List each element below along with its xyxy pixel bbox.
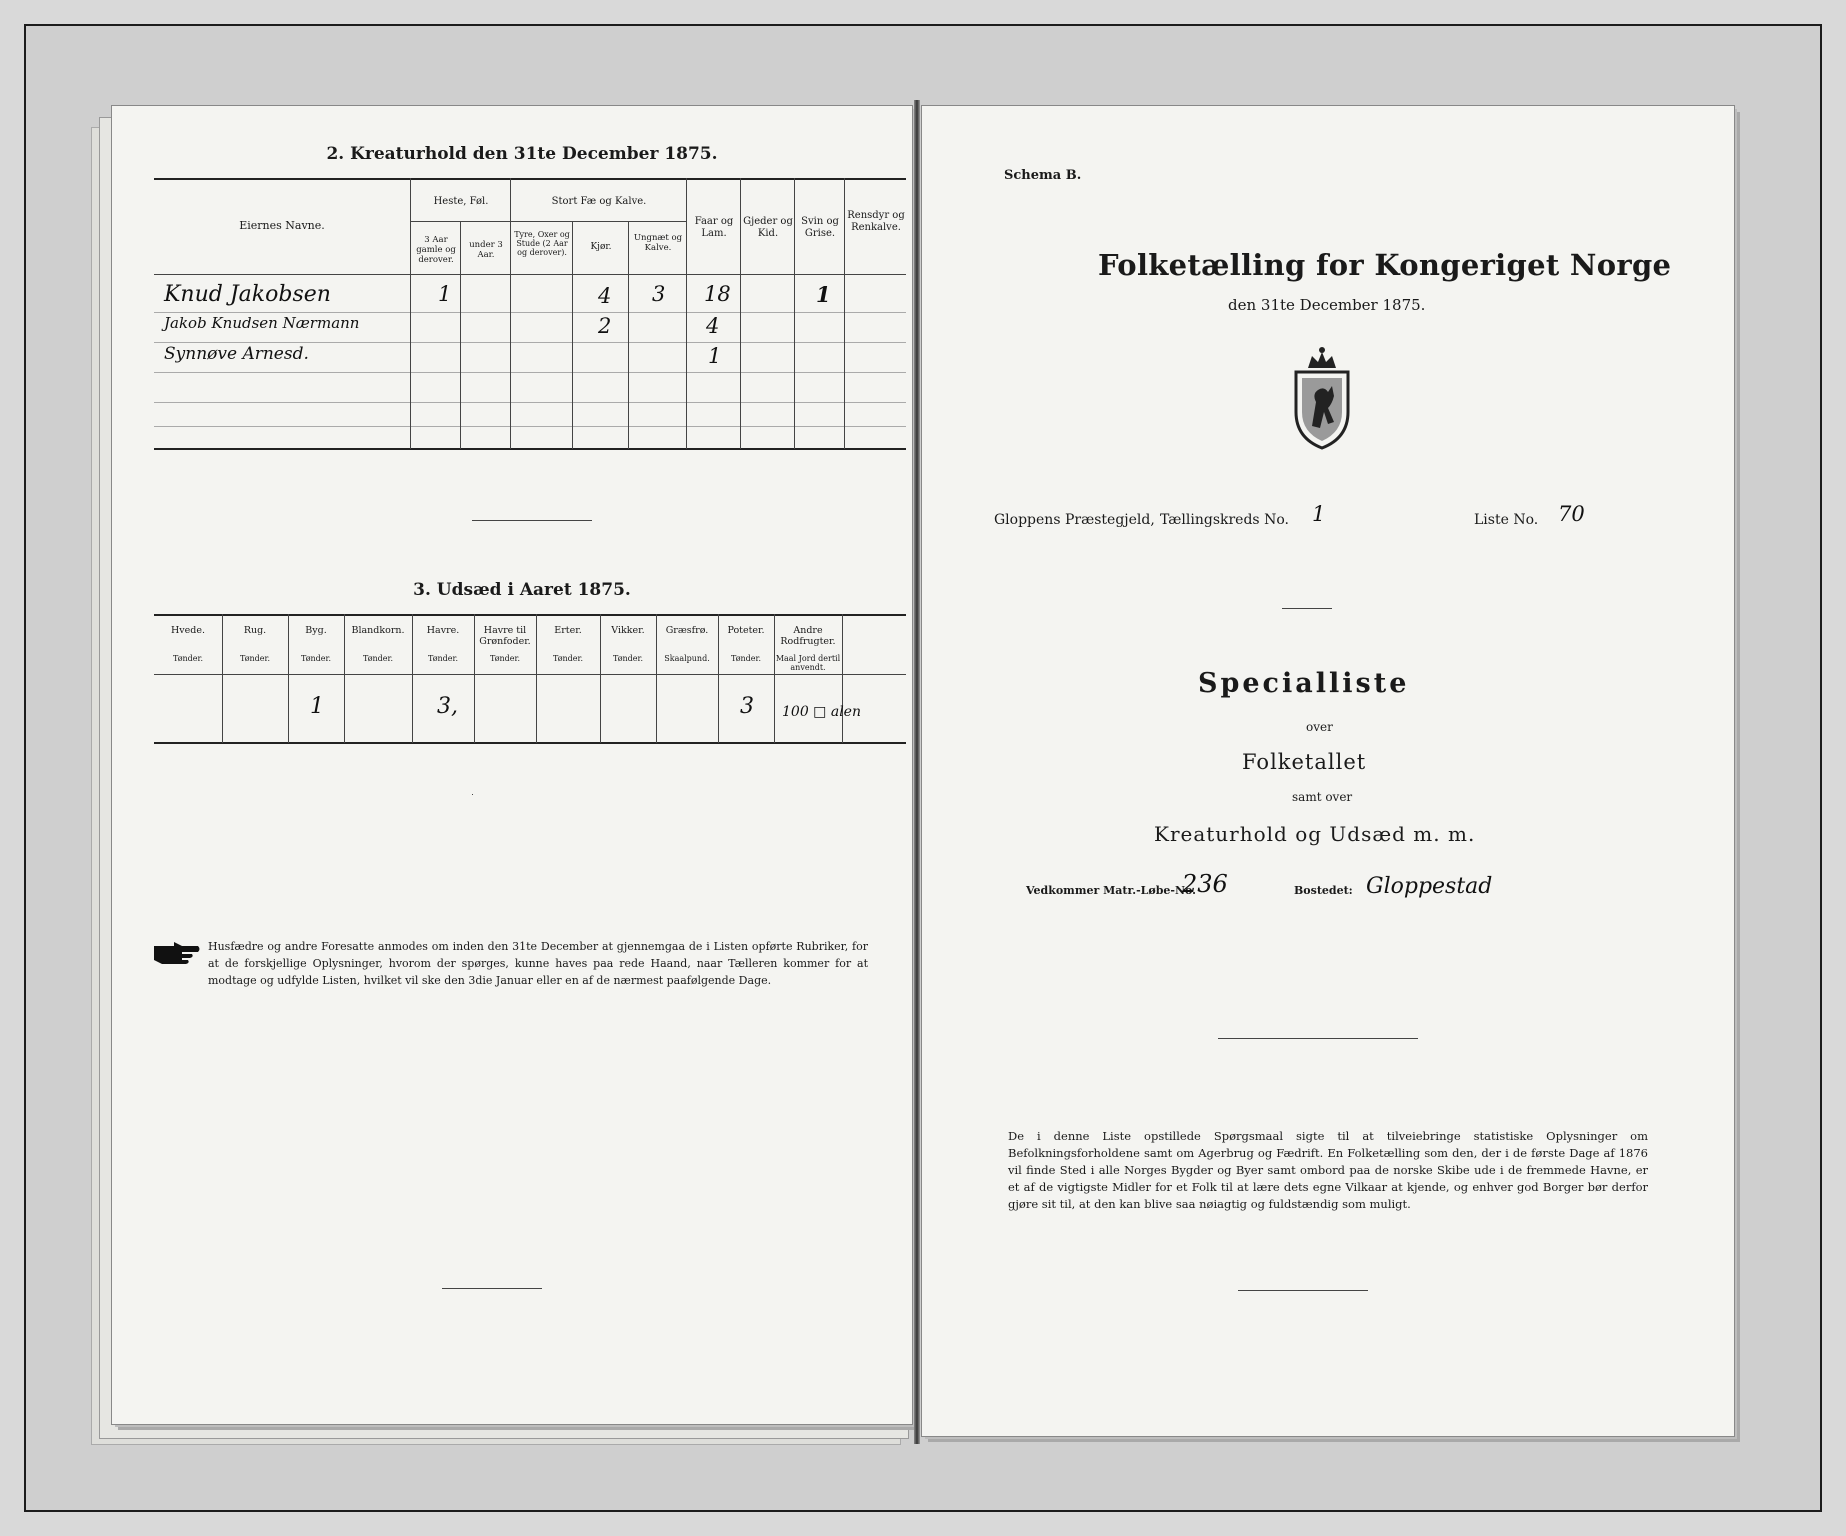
table-col-rule — [686, 178, 687, 449]
sowing-col-unit: Tønder. — [427, 654, 459, 663]
special-list-title: Specialliste — [1198, 668, 1410, 699]
table-rule — [154, 742, 906, 744]
table-col-rule — [510, 178, 511, 449]
table-col-rule — [740, 178, 741, 449]
table-col-rule — [572, 222, 573, 449]
sowing-cell: 1 — [310, 694, 324, 719]
right-page — [922, 106, 1734, 1436]
col-young-cattle: Ungnæt og Kalve. — [633, 233, 683, 253]
folketallet-label: Folketallet — [1242, 750, 1367, 774]
list-label: Liste No. — [1474, 512, 1539, 528]
owner-name: Jakob Knudsen Nærmann — [164, 314, 360, 332]
pointing-hand-icon — [152, 940, 202, 966]
sowing-col-header: Byg. — [305, 625, 327, 636]
census-date: den 31te December 1875. — [1228, 296, 1426, 314]
col-pigs: Svin og Grise. — [801, 216, 839, 239]
over-label: over — [1306, 720, 1333, 734]
separator — [1238, 1290, 1368, 1291]
sowing-col-unit: Tønder. — [730, 654, 762, 663]
matr-value: 236 — [1182, 870, 1228, 898]
col-reindeer: Rensdyr og Renkalve. — [847, 210, 905, 233]
sowing-col-unit: Tønder. — [612, 654, 644, 663]
col-owners: Eiernes Navne. — [239, 219, 325, 232]
sowing-col-header: Havre til Grønfoder. — [479, 625, 531, 647]
list-value: 70 — [1558, 502, 1585, 526]
parish-label: Gloppens Præstegjeld, — [994, 512, 1155, 528]
table-rule — [410, 221, 686, 222]
section2-title: 2. Kreaturhold den 31te December 1875. — [326, 144, 718, 164]
sowing-cell: 100 □ alen — [782, 704, 861, 720]
col-cows: Kjør. — [590, 242, 612, 252]
col-goats: Gjeder og Kid. — [743, 216, 793, 239]
col-cattle: Stort Fæ og Kalve. — [551, 196, 647, 207]
col-sheep: Faar og Lam. — [694, 216, 734, 239]
sowing-col-header: Andre Rodfrugter. — [780, 625, 836, 647]
kreaturhold-label: Kreaturhold og Udsæd m. m. — [1154, 822, 1476, 846]
separator — [472, 520, 592, 521]
cell-sheep: 1 — [708, 344, 722, 368]
left-page — [112, 106, 912, 1424]
sowing-col-header: Vikker. — [611, 625, 645, 636]
table-rule — [154, 614, 906, 616]
table-col-rule — [794, 178, 795, 449]
owner-name: Knud Jakobsen — [164, 282, 331, 307]
table-col-rule — [842, 614, 843, 743]
dot — [472, 794, 473, 795]
cell-pigs: 1 — [816, 282, 831, 307]
sowing-col-header: Græsfrø. — [665, 625, 709, 636]
sowing-col-unit: Tønder. — [552, 654, 584, 663]
coat-of-arms-icon — [1282, 342, 1362, 452]
district-value: 1 — [1312, 502, 1326, 526]
sowing-col-header: Hvede. — [171, 625, 205, 636]
sowing-cell: 3 — [740, 694, 754, 719]
table-col-rule — [410, 178, 411, 449]
sowing-col-header: Rug. — [243, 625, 267, 636]
sowing-col-header: Havre. — [426, 625, 460, 636]
cell-horses-old: 1 — [438, 282, 452, 306]
cell-sheep: 4 — [706, 314, 720, 338]
section3-title: 3. Udsæd i Aaret 1875. — [413, 580, 631, 600]
separator — [442, 1288, 542, 1289]
bosted-label: Bostedet: — [1294, 884, 1353, 897]
sowing-col-header: Erter. — [554, 625, 582, 636]
table-col-rule — [844, 178, 845, 449]
cell-cows: 2 — [598, 314, 612, 338]
sowing-col-unit: Maal Jord dertil anvendt. — [775, 654, 841, 673]
col-oxen: Tyre, Oxer og Stude (2 Aar og derover). — [514, 230, 570, 258]
cell-cows: 4 — [598, 284, 612, 308]
separator — [1282, 608, 1332, 609]
sowing-col-unit: Tønder. — [300, 654, 332, 663]
sowing-col-unit: Tønder. — [489, 654, 521, 663]
census-title: Folketælling for Kongeriget Norge — [1098, 248, 1672, 282]
sowing-col-unit: Tønder. — [239, 654, 271, 663]
bosted-value: Gloppestad — [1366, 874, 1493, 899]
sowing-col-unit: Tønder. — [172, 654, 204, 663]
table-col-rule — [460, 222, 461, 449]
owner-name: Synnøve Arnesd. — [164, 344, 309, 364]
cell-sheep: 18 — [704, 282, 731, 306]
notice-text: Husfædre og andre Foresatte anmodes om inden den 31te December at gjennemgaa de i Listen opførte Rubriker, for at de forskjellige Oplysninger, hvorom der spørges, kunne haves paa rede Haand, naar Tælleren kommer for at modtage og udfylde Listen, hvilket vil ske den 3die Januar eller en af de nærmest paafølgende Dage. — [208, 940, 868, 987]
sowing-cell: 3, — [437, 694, 458, 719]
page-fold — [914, 100, 920, 1444]
col-horses-young: under 3 Aar. — [469, 240, 503, 260]
schema-label: Schema B. — [1004, 168, 1082, 183]
table-col-rule — [628, 222, 629, 449]
table-rule — [154, 674, 906, 675]
sowing-col-unit: Skaalpund. — [664, 654, 710, 663]
col-horses: Heste, Føl. — [433, 196, 489, 207]
samt-over-label: samt over — [1292, 790, 1353, 804]
col-horses-old: 3 Aar gamle og derover. — [416, 235, 456, 265]
sowing-col-header: Poteter. — [727, 625, 765, 636]
sowing-col-header: Blandkorn. — [351, 625, 405, 636]
separator — [1218, 1038, 1418, 1039]
sowing-col-unit: Tønder. — [362, 654, 394, 663]
matr-label: Vedkommer Matr.-Løbe-No. — [1026, 884, 1196, 897]
district-label: Tællingskreds No. — [1160, 512, 1289, 528]
cell-young: 3 — [652, 282, 666, 306]
intro-paragraph: De i denne Liste opstillede Spørgsmaal sigte til at tilveiebringe statistiske Oplysninger om Befolkningsforholdene samt om Agerbrug og Fædrift. En Folketælling som den, der i de første Dage af 1876 vil finde Sted i alle Norges Bygder og Byer samt ombord paa de norske Skibe ude i de fremmede Havne, er et af de vigtigste Midler for et Folk til at lære dets egne Vilkaar at kjende, og enhver god Borger bør derfor gjøre sit til, at den kan blive saa nøiagtig og fuldstændig som muligt. — [1008, 1129, 1648, 1211]
